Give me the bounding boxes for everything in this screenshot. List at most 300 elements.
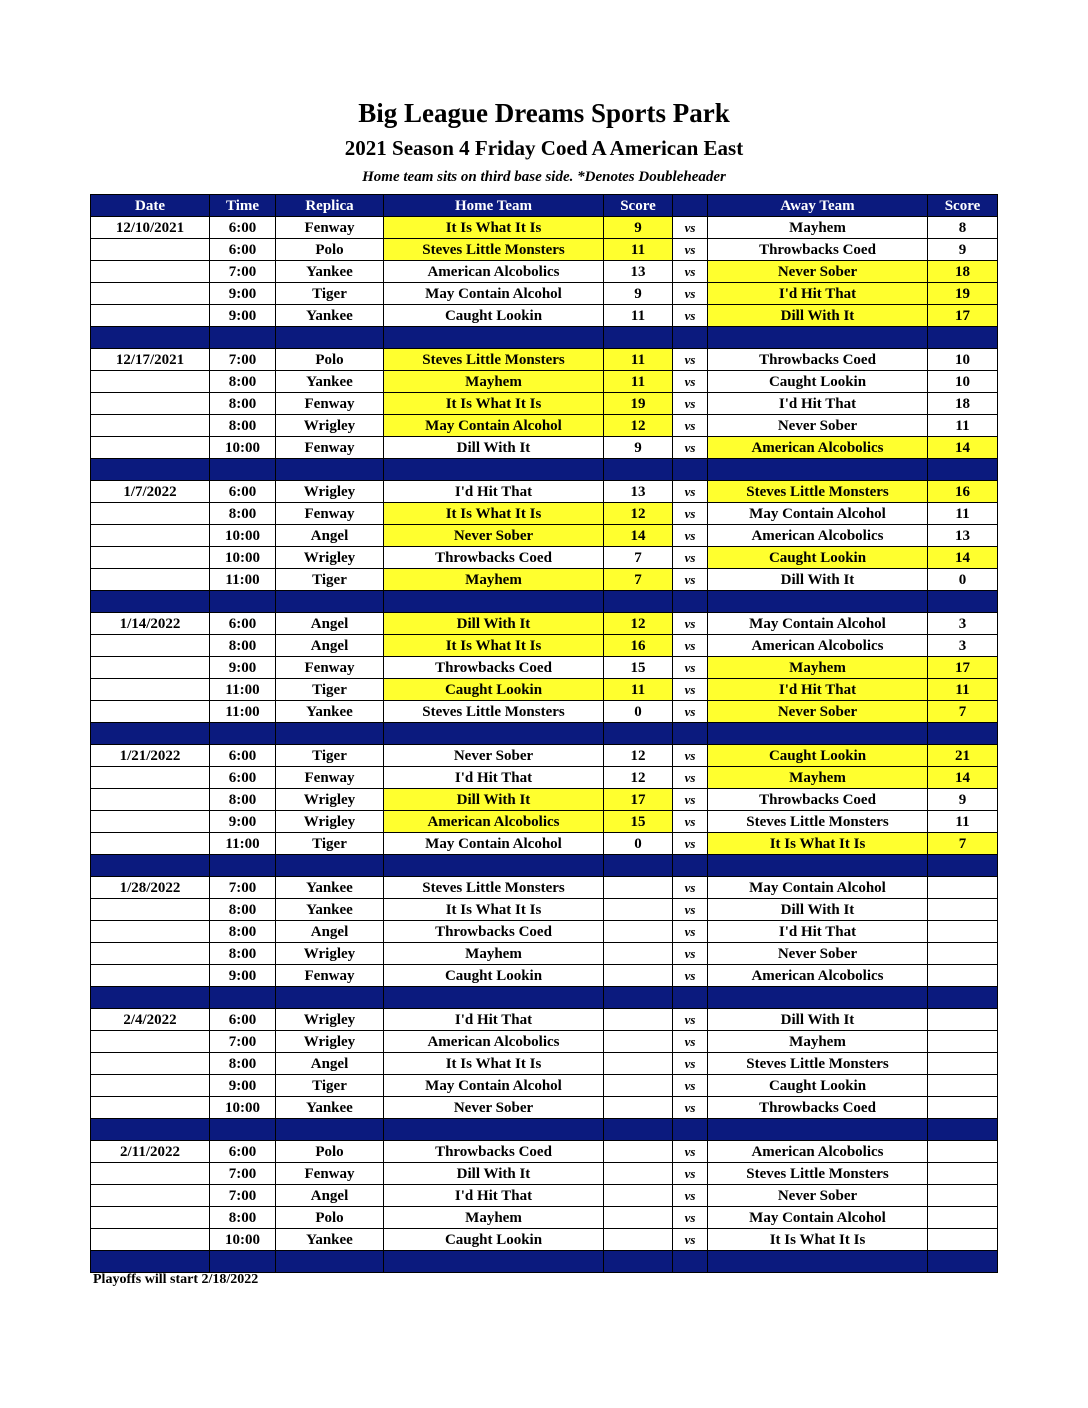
game-row (91, 1097, 998, 1119)
col-replica: Replica (276, 195, 384, 217)
game-row (91, 261, 998, 283)
separator-cell (708, 1119, 928, 1141)
away-team: Throwbacks Coed (708, 1097, 928, 1119)
vs-label: vs (673, 921, 708, 943)
home-score: 12 (604, 613, 673, 635)
away-team: Steves Little Monsters (708, 1163, 928, 1185)
home-team: May Contain Alcohol (384, 833, 604, 855)
game-time: 9:00 (210, 657, 276, 679)
game-time: 6:00 (210, 767, 276, 789)
home-team: Mayhem (384, 1207, 604, 1229)
game-field: Angel (276, 921, 384, 943)
separator-cell (384, 1119, 604, 1141)
game-row (91, 371, 998, 393)
home-score: 17 (604, 789, 673, 811)
game-time: 8:00 (210, 943, 276, 965)
separator-cell (210, 723, 276, 745)
week-separator (91, 459, 998, 481)
game-date: 1/14/2022 (91, 613, 210, 635)
game-time: 6:00 (210, 481, 276, 503)
game-row (91, 657, 998, 679)
game-row (91, 1207, 998, 1229)
vs-label: vs (673, 1097, 708, 1119)
game-field: Angel (276, 525, 384, 547)
game-time: 10:00 (210, 525, 276, 547)
away-score (928, 921, 998, 943)
game-date-empty (91, 899, 210, 921)
away-team: Dill With It (708, 569, 928, 591)
game-date-empty (91, 547, 210, 569)
game-row (91, 525, 998, 547)
vs-label: vs (673, 1009, 708, 1031)
game-date-empty (91, 921, 210, 943)
separator-cell (708, 855, 928, 877)
home-score: 11 (604, 305, 673, 327)
separator-cell (276, 459, 384, 481)
away-score: 17 (928, 657, 998, 679)
game-row (91, 481, 998, 503)
home-score (604, 877, 673, 899)
game-date-empty (91, 261, 210, 283)
away-score: 9 (928, 789, 998, 811)
away-score: 18 (928, 393, 998, 415)
home-score: 11 (604, 349, 673, 371)
separator-cell (210, 459, 276, 481)
game-field: Wrigley (276, 547, 384, 569)
schedule-table (90, 194, 998, 1273)
home-team: Caught Lookin (384, 305, 604, 327)
away-score (928, 1097, 998, 1119)
game-date-empty (91, 525, 210, 547)
game-time: 11:00 (210, 833, 276, 855)
game-date-empty (91, 393, 210, 415)
home-team: American Alcobolics (384, 811, 604, 833)
game-field: Tiger (276, 833, 384, 855)
separator-cell (928, 987, 998, 1009)
game-date: 1/21/2022 (91, 745, 210, 767)
home-score: 14 (604, 525, 673, 547)
col-date: Date (91, 195, 210, 217)
vs-label: vs (673, 1229, 708, 1251)
away-team: Caught Lookin (708, 1075, 928, 1097)
game-time: 7:00 (210, 1031, 276, 1053)
away-team: I'd Hit That (708, 921, 928, 943)
game-row (91, 349, 998, 371)
away-score: 13 (928, 525, 998, 547)
away-score: 11 (928, 811, 998, 833)
home-team: It Is What It Is (384, 217, 604, 239)
game-row (91, 811, 998, 833)
game-field: Yankee (276, 899, 384, 921)
game-field: Tiger (276, 745, 384, 767)
game-time: 8:00 (210, 393, 276, 415)
game-time: 8:00 (210, 371, 276, 393)
home-team: May Contain Alcohol (384, 283, 604, 305)
away-team: American Alcobolics (708, 635, 928, 657)
home-team: Mayhem (384, 943, 604, 965)
col-away-team: Away Team (708, 195, 928, 217)
game-field: Fenway (276, 393, 384, 415)
game-date: 12/17/2021 (91, 349, 210, 371)
separator-cell (91, 459, 210, 481)
game-date-empty (91, 1053, 210, 1075)
game-row (91, 437, 998, 459)
game-field: Fenway (276, 503, 384, 525)
game-field: Yankee (276, 1229, 384, 1251)
game-time: 7:00 (210, 1163, 276, 1185)
home-team: Steves Little Monsters (384, 349, 604, 371)
home-score: 0 (604, 701, 673, 723)
vs-label: vs (673, 261, 708, 283)
separator-cell (928, 327, 998, 349)
playoffs-note: Playoffs will start 2/18/2022 (93, 1272, 259, 1287)
separator-cell (384, 591, 604, 613)
home-team: Dill With It (384, 613, 604, 635)
separator-cell (210, 1251, 276, 1273)
home-team: I'd Hit That (384, 1009, 604, 1031)
separator-cell (604, 591, 673, 613)
away-team: May Contain Alcohol (708, 1207, 928, 1229)
home-score (604, 965, 673, 987)
vs-label: vs (673, 547, 708, 569)
game-field: Angel (276, 1053, 384, 1075)
home-score: 9 (604, 217, 673, 239)
separator-cell (91, 855, 210, 877)
game-row (91, 1163, 998, 1185)
vs-label: vs (673, 393, 708, 415)
vs-label: vs (673, 1207, 708, 1229)
separator-cell (673, 855, 708, 877)
game-time: 10:00 (210, 437, 276, 459)
game-date: 2/4/2022 (91, 1009, 210, 1031)
game-field: Fenway (276, 437, 384, 459)
away-team: Throwbacks Coed (708, 349, 928, 371)
home-score: 19 (604, 393, 673, 415)
away-score: 19 (928, 283, 998, 305)
vs-label: vs (673, 789, 708, 811)
away-score: 10 (928, 371, 998, 393)
home-score (604, 1031, 673, 1053)
vs-label: vs (673, 767, 708, 789)
away-team: Steves Little Monsters (708, 1053, 928, 1075)
game-row (91, 943, 998, 965)
separator-cell (276, 987, 384, 1009)
home-score: 7 (604, 569, 673, 591)
home-team: It Is What It Is (384, 899, 604, 921)
game-time: 7:00 (210, 261, 276, 283)
away-score: 21 (928, 745, 998, 767)
home-team: Never Sober (384, 525, 604, 547)
game-time: 7:00 (210, 877, 276, 899)
vs-label: vs (673, 965, 708, 987)
separator-cell (928, 591, 998, 613)
game-time: 9:00 (210, 965, 276, 987)
home-team: American Alcobolics (384, 1031, 604, 1053)
game-time: 8:00 (210, 921, 276, 943)
game-date-empty (91, 239, 210, 261)
separator-cell (384, 459, 604, 481)
vs-label: vs (673, 943, 708, 965)
separator-cell (604, 855, 673, 877)
game-row (91, 1229, 998, 1251)
away-team: Steves Little Monsters (708, 481, 928, 503)
week-separator (91, 855, 998, 877)
game-time: 11:00 (210, 569, 276, 591)
separator-cell (384, 327, 604, 349)
vs-label: vs (673, 877, 708, 899)
game-date: 1/28/2022 (91, 877, 210, 899)
vs-label: vs (673, 371, 708, 393)
away-team: Mayhem (708, 217, 928, 239)
home-team: Throwbacks Coed (384, 547, 604, 569)
away-team: May Contain Alcohol (708, 877, 928, 899)
home-team: American Alcobolics (384, 261, 604, 283)
game-date-empty (91, 767, 210, 789)
home-team: Steves Little Monsters (384, 239, 604, 261)
away-score (928, 1163, 998, 1185)
home-score: 9 (604, 437, 673, 459)
game-date-empty (91, 1031, 210, 1053)
separator-cell (673, 1251, 708, 1273)
away-team: Throwbacks Coed (708, 789, 928, 811)
game-date-empty (91, 965, 210, 987)
away-team: Dill With It (708, 1009, 928, 1031)
game-field: Yankee (276, 305, 384, 327)
game-time: 7:00 (210, 1185, 276, 1207)
game-time: 9:00 (210, 283, 276, 305)
game-row (91, 789, 998, 811)
game-time: 10:00 (210, 1097, 276, 1119)
vs-label: vs (673, 657, 708, 679)
away-score: 8 (928, 217, 998, 239)
vs-label: vs (673, 635, 708, 657)
separator-cell (91, 1119, 210, 1141)
game-row (91, 569, 998, 591)
away-score: 9 (928, 239, 998, 261)
game-time: 7:00 (210, 349, 276, 371)
separator-cell (210, 1119, 276, 1141)
game-field: Wrigley (276, 415, 384, 437)
vs-label: vs (673, 833, 708, 855)
separator-cell (276, 1119, 384, 1141)
home-team: Dill With It (384, 1163, 604, 1185)
game-time: 11:00 (210, 679, 276, 701)
game-row (91, 239, 998, 261)
separator-cell (604, 1119, 673, 1141)
game-time: 6:00 (210, 745, 276, 767)
home-team: Dill With It (384, 789, 604, 811)
game-date-empty (91, 635, 210, 657)
away-team: Never Sober (708, 261, 928, 283)
home-score: 12 (604, 415, 673, 437)
separator-cell (673, 723, 708, 745)
separator-cell (673, 327, 708, 349)
game-date-empty (91, 305, 210, 327)
home-team: Mayhem (384, 569, 604, 591)
vs-label: vs (673, 525, 708, 547)
home-team: May Contain Alcohol (384, 415, 604, 437)
separator-cell (673, 987, 708, 1009)
away-team: Dill With It (708, 899, 928, 921)
home-score (604, 1075, 673, 1097)
game-field: Yankee (276, 1097, 384, 1119)
home-score: 7 (604, 547, 673, 569)
game-time: 6:00 (210, 1009, 276, 1031)
game-time: 9:00 (210, 811, 276, 833)
away-score: 14 (928, 437, 998, 459)
vs-label: vs (673, 1075, 708, 1097)
separator-cell (384, 1251, 604, 1273)
home-score: 11 (604, 239, 673, 261)
vs-label: vs (673, 745, 708, 767)
col-vs (673, 195, 708, 217)
away-score: 3 (928, 635, 998, 657)
home-team: It Is What It Is (384, 393, 604, 415)
separator-cell (276, 1251, 384, 1273)
away-team: Caught Lookin (708, 371, 928, 393)
vs-label: vs (673, 349, 708, 371)
away-score: 14 (928, 547, 998, 569)
away-score (928, 1185, 998, 1207)
home-score: 9 (604, 283, 673, 305)
home-score (604, 921, 673, 943)
game-field: Tiger (276, 679, 384, 701)
separator-cell (708, 1251, 928, 1273)
game-row (91, 679, 998, 701)
home-score (604, 1141, 673, 1163)
away-score: 0 (928, 569, 998, 591)
vs-label: vs (673, 899, 708, 921)
game-field: Polo (276, 349, 384, 371)
separator-cell (708, 459, 928, 481)
away-score: 3 (928, 613, 998, 635)
game-row (91, 1075, 998, 1097)
game-row (91, 415, 998, 437)
away-score (928, 1229, 998, 1251)
home-team: It Is What It Is (384, 635, 604, 657)
game-date: 1/7/2022 (91, 481, 210, 503)
separator-cell (673, 591, 708, 613)
game-field: Angel (276, 613, 384, 635)
separator-cell (928, 855, 998, 877)
separator-cell (604, 327, 673, 349)
game-time: 8:00 (210, 1053, 276, 1075)
home-team: Never Sober (384, 745, 604, 767)
week-separator (91, 1251, 998, 1273)
col-home-score: Score (604, 195, 673, 217)
game-date-empty (91, 1075, 210, 1097)
game-field: Yankee (276, 877, 384, 899)
separator-cell (384, 723, 604, 745)
game-row (91, 877, 998, 899)
week-separator (91, 1119, 998, 1141)
game-time: 8:00 (210, 899, 276, 921)
away-team: May Contain Alcohol (708, 613, 928, 635)
game-field: Fenway (276, 657, 384, 679)
home-score (604, 899, 673, 921)
away-team: It Is What It Is (708, 1229, 928, 1251)
home-score: 11 (604, 679, 673, 701)
away-score (928, 1009, 998, 1031)
separator-cell (276, 855, 384, 877)
away-team: Never Sober (708, 943, 928, 965)
away-score (928, 943, 998, 965)
game-row (91, 701, 998, 723)
away-team: Mayhem (708, 1031, 928, 1053)
game-field: Polo (276, 1141, 384, 1163)
home-score: 15 (604, 811, 673, 833)
home-score: 13 (604, 481, 673, 503)
away-score: 10 (928, 349, 998, 371)
vs-label: vs (673, 217, 708, 239)
away-team: American Alcobolics (708, 525, 928, 547)
game-field: Tiger (276, 1075, 384, 1097)
vs-label: vs (673, 1141, 708, 1163)
separator-cell (276, 723, 384, 745)
page-title: Big League Dreams Sports Park (358, 98, 730, 128)
game-time: 6:00 (210, 1141, 276, 1163)
game-time: 6:00 (210, 239, 276, 261)
away-score: 11 (928, 679, 998, 701)
away-team: Throwbacks Coed (708, 239, 928, 261)
separator-cell (673, 459, 708, 481)
game-time: 6:00 (210, 613, 276, 635)
game-date-empty (91, 833, 210, 855)
game-row (91, 635, 998, 657)
home-score: 0 (604, 833, 673, 855)
home-team: I'd Hit That (384, 767, 604, 789)
game-row (91, 1009, 998, 1031)
away-team: Never Sober (708, 1185, 928, 1207)
vs-label: vs (673, 701, 708, 723)
separator-cell (928, 723, 998, 745)
separator-cell (384, 855, 604, 877)
game-field: Wrigley (276, 1009, 384, 1031)
vs-label: vs (673, 1031, 708, 1053)
away-team: I'd Hit That (708, 283, 928, 305)
week-separator (91, 591, 998, 613)
game-field: Tiger (276, 283, 384, 305)
week-separator (91, 723, 998, 745)
game-date-empty (91, 437, 210, 459)
game-time: 8:00 (210, 415, 276, 437)
game-row (91, 1185, 998, 1207)
home-team: I'd Hit That (384, 1185, 604, 1207)
vs-label: vs (673, 415, 708, 437)
week-separator (91, 327, 998, 349)
away-score (928, 899, 998, 921)
separator-cell (708, 723, 928, 745)
home-score: 13 (604, 261, 673, 283)
game-date-empty (91, 1163, 210, 1185)
game-date-empty (91, 789, 210, 811)
away-team: Caught Lookin (708, 547, 928, 569)
game-date-empty (91, 283, 210, 305)
game-row (91, 1031, 998, 1053)
away-score: 18 (928, 261, 998, 283)
home-score (604, 1185, 673, 1207)
game-date-empty (91, 1097, 210, 1119)
game-field: Wrigley (276, 943, 384, 965)
game-row (91, 1141, 998, 1163)
home-score (604, 1009, 673, 1031)
game-field: Wrigley (276, 811, 384, 833)
schedule-body (91, 217, 998, 1273)
game-time: 8:00 (210, 789, 276, 811)
separator-cell (673, 1119, 708, 1141)
home-team: Steves Little Monsters (384, 877, 604, 899)
game-time: 10:00 (210, 1229, 276, 1251)
